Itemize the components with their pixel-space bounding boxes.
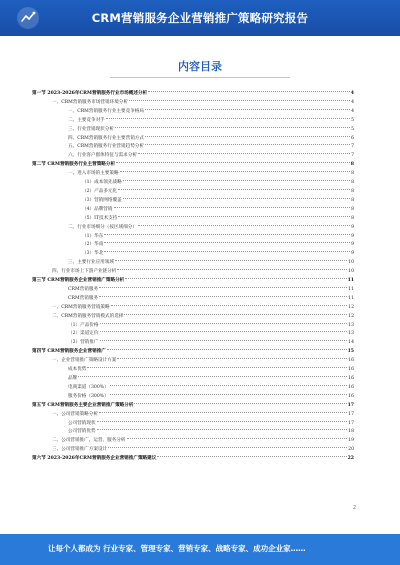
toc-leader-dots: [123, 180, 350, 181]
toc-entry[interactable]: [32, 366, 354, 375]
toc-entry-label: 第四节 CRM营销服务企业营销推广: [32, 349, 106, 355]
toc-entry[interactable]: [32, 322, 354, 331]
toc-entry[interactable]: [32, 348, 354, 357]
toc-entry[interactable]: [32, 286, 354, 295]
toc-entry-label: 二、行业市场细分（按区域细分）: [68, 224, 137, 230]
toc-entry-page: 17: [347, 402, 354, 408]
toc-leader-dots: [117, 358, 347, 359]
toc-entry-page: 9: [351, 233, 354, 239]
toc-entry-page: 5: [351, 126, 354, 132]
header-banner: [0, 0, 400, 36]
toc-entry-page: 10: [348, 260, 354, 266]
toc-entry[interactable]: [32, 455, 354, 464]
toc-entry-page: 19: [348, 438, 354, 444]
toc-leader-dots: [99, 412, 347, 413]
toc-entry-label: 公司营销现状: [68, 420, 96, 426]
toc-entry-label: 三、行业营销现状分析: [68, 126, 114, 132]
toc-entry-label: （2）产品多元化: [82, 188, 118, 194]
toc-leader-dots: [110, 385, 347, 386]
toc-entry-page: 8: [351, 180, 354, 186]
toc-entry-label: 服务价格（300%）: [68, 393, 109, 399]
toc-entry-label: CRM营销服务: [68, 286, 99, 292]
toc-title-underline: [110, 77, 290, 78]
toc-leader-dots: [104, 242, 350, 243]
toc-entry-label: （3）华北: [82, 251, 104, 257]
toc-entry-label: 六、行业客户群体特征与需求分析: [68, 153, 137, 159]
toc-leader-dots: [118, 189, 350, 190]
toc-entry-label: （1）产品价格: [68, 322, 99, 328]
toc-entry-page: 14: [348, 340, 354, 346]
toc-entry-page: 12: [348, 304, 354, 310]
toc-entry-page: 15: [347, 349, 354, 355]
toc-leader-dots: [97, 421, 348, 422]
toc-entry[interactable]: [32, 411, 354, 420]
toc-entry-label: 一、公司营销策略分析: [52, 411, 98, 417]
toc-entry[interactable]: [32, 268, 354, 277]
toc-title: 内容目录: [178, 60, 222, 73]
toc-entry-page: 8: [351, 188, 354, 194]
toc-entry-page: 9: [351, 242, 354, 248]
toc-leader-dots: [145, 136, 350, 137]
toc-entry[interactable]: [32, 420, 354, 429]
toc-leader-dots: [100, 331, 348, 332]
toc-entry-label: 一、CRM营销服务市场营销环境分析: [52, 99, 128, 105]
toc-leader-dots: [129, 100, 350, 101]
toc-leader-dots: [115, 127, 350, 128]
toc-leader-dots: [124, 314, 347, 315]
toc-entry-label: 公司营销优势: [68, 429, 96, 435]
toc-entry-page: 8: [350, 162, 354, 168]
toc-entry[interactable]: [32, 90, 354, 99]
toc-entry[interactable]: [32, 330, 354, 339]
toc-leader-dots: [120, 171, 351, 172]
toc-entry[interactable]: [32, 259, 354, 268]
toc-leader-dots: [115, 260, 347, 261]
toc-entry-page: 7: [351, 144, 354, 150]
toc-entry[interactable]: [32, 313, 354, 322]
toc-entry[interactable]: [32, 304, 354, 313]
toc-entry-page: 10: [348, 269, 354, 275]
toc-entry-label: 成本优势: [68, 367, 87, 373]
toc-entry[interactable]: [32, 402, 354, 411]
toc-entry[interactable]: [32, 117, 354, 126]
toc-leader-dots: [118, 216, 350, 217]
toc-entry[interactable]: [32, 170, 354, 179]
toc-entry[interactable]: [32, 393, 354, 402]
toc-entry-label: 电商渠道（300%）: [68, 384, 109, 390]
toc-entry[interactable]: [32, 357, 354, 366]
toc-entry-label: 二、CRM营销服务营销模式的选择: [52, 313, 124, 319]
toc-leader-dots: [87, 367, 347, 368]
toc-entry-page: 12: [348, 313, 354, 319]
toc-entry-label: 一、CRM营销服务营销策略: [52, 304, 110, 310]
toc-entry-page: 16: [348, 384, 354, 390]
toc-entry-page: 18: [348, 429, 354, 435]
toc-entry-label: 第一节 2023-2026年CRM营销服务行业市场概述分析: [32, 91, 148, 96]
toc-entry-label: 一、企业营销推广策略设计方案: [52, 358, 117, 364]
toc-entry-page: 6: [351, 135, 354, 141]
toc-leader-dots: [100, 340, 348, 341]
toc-entry[interactable]: [32, 197, 354, 206]
toc-entry-page: 8: [351, 215, 354, 221]
toc-entry[interactable]: [32, 143, 354, 152]
toc-entry-page: 13: [348, 322, 354, 328]
toc-entry-label: 三、公司营销推广方案设计: [52, 447, 108, 453]
toc-leader-dots: [157, 456, 346, 457]
toc-leader-dots: [111, 305, 348, 306]
toc-entry-page: 4: [350, 91, 354, 96]
toc-entry-page: 8: [351, 171, 354, 177]
toc-leader-dots: [104, 234, 350, 235]
toc-entry[interactable]: [32, 152, 354, 161]
toc-entry-page: 7: [351, 153, 354, 159]
toc-leader-dots: [104, 251, 350, 252]
toc-leader-dots: [108, 447, 347, 448]
toc-entry-page: 11: [347, 278, 354, 284]
toc-entry-label: （1）华东: [82, 233, 104, 239]
toc-entry-label: 一、CRM营销服务行业主要竞争格局: [68, 108, 144, 114]
toc-entry[interactable]: [32, 277, 354, 286]
toc-entry-page: 16: [348, 367, 354, 373]
toc-entry[interactable]: [32, 446, 354, 455]
toc-entry[interactable]: [32, 206, 354, 215]
toc-entry-page: 8: [351, 206, 354, 212]
toc-leader-dots: [114, 207, 351, 208]
toc-entry-page: 20: [348, 447, 354, 453]
toc-entry-page: 5: [351, 117, 354, 123]
toc-entry-label: 第三节 CRM营销服务企业营销推广策略分析: [32, 278, 125, 284]
toc-leader-dots: [100, 323, 348, 324]
toc-entry[interactable]: [32, 437, 354, 446]
toc-entry[interactable]: [32, 126, 354, 135]
toc-entry-label: （5）IT技术支持: [82, 215, 118, 221]
toc-leader-dots: [97, 429, 348, 430]
toc-entry-page: 13: [348, 331, 354, 337]
toc-leader-dots: [99, 296, 347, 297]
toc-entry-label: 三、主要行业应用领域: [68, 260, 114, 266]
toc-leader-dots: [110, 394, 347, 395]
table-of-contents: [32, 90, 354, 464]
toc-entry-label: 二、公司营销推广、运营、服务分析: [52, 438, 126, 444]
toc-entry-label: 二、主要竞争对手: [68, 117, 105, 123]
toc-entry-page: 16: [348, 376, 354, 381]
toc-entry-label: （1）成本领先战略: [82, 180, 122, 186]
footer-tagline: 让每个人都成为 行业专家、管理专家、营销专家、战略专家、成功企业家……: [48, 544, 306, 553]
toc-entry-page: 22: [347, 456, 354, 462]
toc-entry-page: 9: [351, 224, 354, 230]
toc-entry-label: 五、CRM营销服务行业营销趋势分析: [68, 144, 144, 150]
toc-entry[interactable]: [32, 215, 354, 224]
toc-entry[interactable]: [32, 295, 354, 304]
toc-entry-page: 17: [348, 420, 354, 426]
toc-leader-dots: [116, 162, 350, 163]
toc-entry-label: 第六节 2023-2026年CRM营销服务企业营销推广策略建议: [32, 456, 157, 462]
toc-entry-page: 11: [348, 286, 354, 292]
toc-entry[interactable]: [32, 428, 354, 437]
toc-entry-label: （4）品牌营销: [82, 206, 113, 212]
toc-entry[interactable]: [32, 233, 354, 242]
toc-entry[interactable]: [32, 241, 354, 250]
toc-entry[interactable]: [32, 339, 354, 348]
toc-entry[interactable]: [32, 161, 354, 170]
toc-entry[interactable]: [32, 99, 354, 108]
toc-entry[interactable]: [32, 135, 354, 144]
toc-entry-label: 一、进入市场的主要策略: [68, 171, 119, 177]
toc-leader-dots: [134, 403, 346, 404]
toc-entry[interactable]: [32, 375, 354, 384]
toc-entry-page: 16: [348, 393, 354, 399]
toc-entry-label: CRM营销服务: [68, 295, 99, 301]
toc-leader-dots: [99, 287, 347, 288]
page-number: 2: [352, 505, 356, 511]
toc-entry-page: 8: [351, 197, 354, 203]
toc-entry[interactable]: [32, 250, 354, 259]
toc-entry-label: 四、行业市场上下游产业链分析: [52, 269, 117, 275]
toc-leader-dots: [148, 91, 350, 92]
toc-entry-label: （2）渠道定价: [68, 331, 99, 337]
toc-leader-dots: [138, 153, 350, 154]
toc-leader-dots: [107, 349, 347, 350]
toc-entry-label: （3）营销推广: [68, 340, 99, 346]
toc-entry-page: 9: [351, 251, 354, 257]
toc-entry[interactable]: [32, 224, 354, 233]
toc-entry-label: （2）华南: [82, 242, 104, 248]
toc-entry-label: 第二节 CRM营销服务行业主营策略分析: [32, 162, 116, 168]
toc-leader-dots: [145, 109, 350, 110]
toc-leader-dots: [106, 118, 350, 119]
toc-entry[interactable]: [32, 108, 354, 117]
toc-leader-dots: [117, 269, 347, 270]
toc-leader-dots: [78, 376, 347, 377]
report-title: CRM营销服务企业营销推广策略研究报告: [91, 11, 309, 25]
toc-entry-label: 第五节 CRM营销服务主要企业营销推广策略分析: [32, 402, 134, 408]
toc-entry-page: 4: [351, 99, 354, 105]
toc-entry-label: 四、CRM营销服务行业主要营销方式: [68, 135, 144, 141]
toc-entry[interactable]: [32, 384, 354, 393]
toc-entry-label: 品牌: [68, 376, 78, 381]
toc-leader-dots: [138, 225, 350, 226]
footer-banner: [0, 534, 400, 565]
toc-leader-dots: [125, 278, 346, 279]
toc-leader-dots: [127, 438, 348, 439]
toc-entry-page: 11: [348, 295, 354, 301]
toc-leader-dots: [145, 144, 350, 145]
toc-entry[interactable]: [32, 179, 354, 188]
toc-entry-page: 17: [348, 411, 354, 417]
toc-entry-page: 16: [348, 358, 354, 364]
toc-entry-label: （3）营销网络覆盖: [82, 197, 122, 203]
toc-leader-dots: [123, 198, 350, 199]
toc-entry[interactable]: [32, 188, 354, 197]
toc-entry-page: 4: [351, 108, 354, 114]
